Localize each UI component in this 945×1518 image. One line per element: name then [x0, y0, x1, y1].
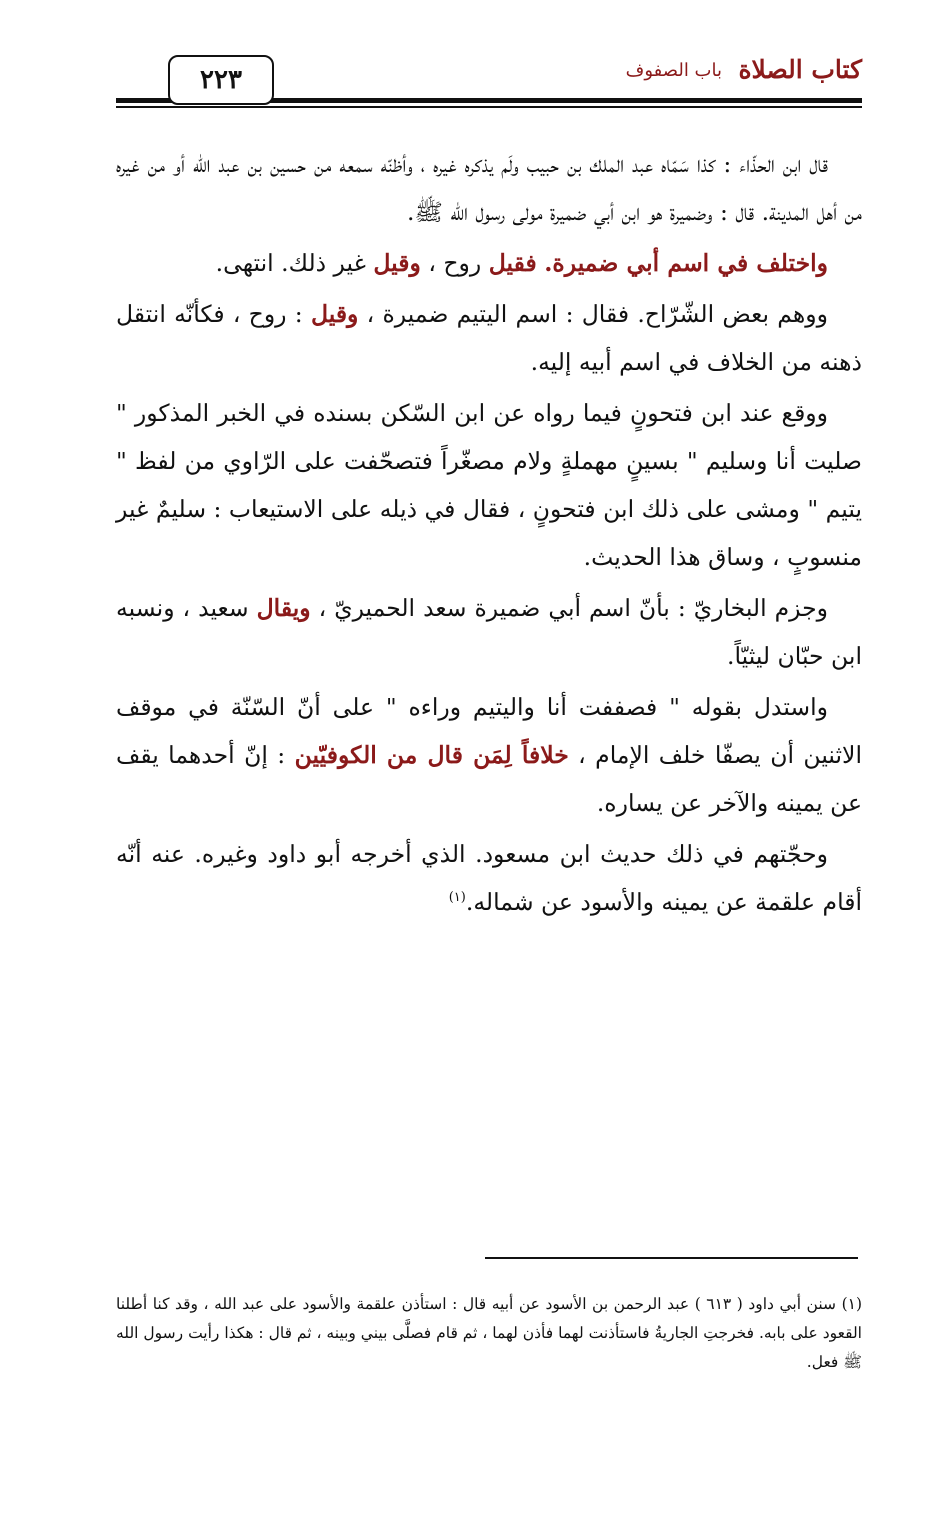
paragraph-2: واختلف في اسم أبي ضميرة. فقيل روح ، وقيل غير ذلك. انتهى. — [215, 249, 828, 277]
header-rule-thin — [116, 106, 862, 108]
page-header — [116, 38, 862, 128]
paragraph-5: وجزم البخاريّ : بأنّ اسم أبي ضميرة سعد الحميريّ ، ويقال سعيد ، ونسبه ابن حبّان ليثيّاً. — [116, 594, 862, 670]
paragraph-3: ووهم بعض الشّرّاح. فقال : اسم اليتيم ضميرة ، وقيل : روح ، فكأنّه انتقل ذهنه من الخلاف في اسم أبيه إليه. — [116, 300, 862, 376]
footnote-text: سنن أبي داود ( ٦١٣ ) عبد الرحمن بن الأسود عن أبيه قال : استأذن علقمة والأسود على عبد الله ، وقد كنا أطلنا القعود على بابه. فخرجتِ الجاريةُ فاستأذنت لهما فأذن لهما ، ثم قام فصلَّى بيني وبينه ، ثم قال : هكذا رأيت رسول الله ﷺ فعل. — [116, 1295, 862, 1371]
footnotes — [116, 1290, 862, 1377]
chapter-title: باب الصفوف — [625, 60, 722, 81]
footnote-reference[interactable]: (١) — [448, 890, 466, 906]
paragraph-1: قال ابن الحذّاء : كذا سَمّاه عبد الملك بن حبيب ولَم يذكره غيره ، وأظنّه سمعه من حسين بن عبد الله أو من غيره من أهل المدينة. قال : وضميرة هو ابن أبي ضميرة مولى رسول الله ﷺ. — [116, 150, 862, 226]
highlight-lead: واختلف في اسم أبي ضميرة. — [544, 249, 828, 277]
paragraph-4: ووقع عند ابن فتحونٍ فيما رواه عن ابن السّكن بسنده في الخبر المذكور " صليت أنا وسليم " بسينٍ مهملةٍ ولام مصغّراً فتصحّفت على الرّاوي من لفظ " يتيم " ومشى على ذلك ابن فتحونٍ ، فقال في ذيله على الاستيعاب : سليمٌ غير منسوبٍ ، وساق هذا الحديث. — [116, 399, 862, 571]
highlight-khilafan: خلافاً لِمَن قال من الكوفيّين — [294, 741, 569, 769]
paragraph-7: وحجّتهم في ذلك حديث ابن مسعود. الذي أخرجه أبو داود وغيره. عنه أنّه أقام علقمة عن يمينه والأسود عن شماله.$^{(١)}$ — [116, 840, 862, 916]
footnote-marker: (١) — [841, 1295, 863, 1313]
footnote-1 — [116, 1290, 862, 1377]
paragraph-6: واستدل بقوله " فصففت أنا واليتيم وراءه " على أنّ السّنّة في موقف الاثنين أن يصفّا خلف الإمام ، خلافاً لِمَن قال من الكوفيّين : إنّ أحدهما يقف عن يمينه والآخر عن يساره. — [116, 693, 862, 817]
main-text — [116, 140, 862, 929]
highlight-waqil: وقيل — [310, 300, 359, 328]
highlight-waqil: وقيل — [373, 249, 421, 277]
book-title: كتاب الصلاة — [738, 55, 862, 84]
highlight-wayuqal: ويقال — [256, 594, 311, 622]
highlight-faqil: فقيل — [488, 249, 537, 277]
page-number: ٢٢٣ — [168, 55, 274, 105]
footnote-separator — [485, 1257, 858, 1259]
